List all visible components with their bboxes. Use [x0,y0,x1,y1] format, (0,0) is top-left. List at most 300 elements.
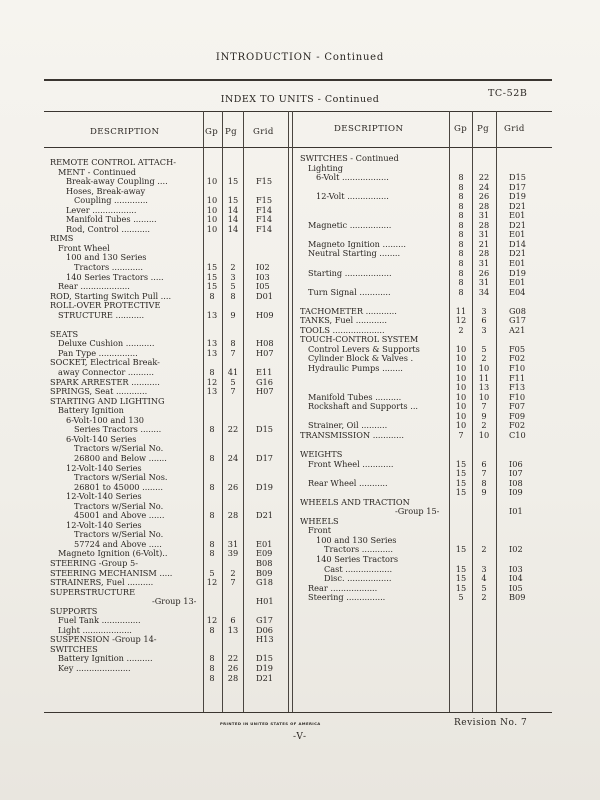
index-group: 8 [458,286,464,297]
index-description: Tractors w/Serial No. [74,529,164,540]
index-page: 21 [478,238,490,249]
index-description: 6-Volt-100 and 130 [66,414,144,425]
col-header-pg-right: Pg [477,124,490,134]
index-group: 12 [206,577,218,588]
col-header-pg-left: Pg [225,127,238,137]
index-description: MENT - Continued [58,166,136,177]
index-description: TOOLS .................... [300,324,385,335]
left-index-column [50,158,290,683]
index-group: 15 [206,271,218,282]
index-group: 7 [458,429,464,440]
index-description: ROLL-OVER PROTECTIVE [50,300,161,311]
index-group: 2 [458,324,464,335]
index-group: 13 [206,347,218,358]
index-description: SUPPORTS [50,605,98,616]
index-group: 10 [455,372,467,383]
index-description: Magneto Ignition (6-Volt).. [58,548,168,559]
index-row [50,320,290,330]
index-grid: E01 [509,258,526,269]
index-description: Neutral Starting ........ [308,248,401,259]
index-group: 12 [455,315,467,326]
index-description: 26801 to 45000 ........ [74,481,163,492]
index-grid: F02 [509,420,526,431]
col-header-description-right: DESCRIPTION [334,124,404,134]
index-description: STEERING MECHANISM ..... [50,567,173,578]
index-description: STRUCTURE ........... [58,309,145,320]
index-description: 6-Volt .................. [316,172,389,183]
index-group: 8 [209,538,215,549]
index-description: 140 Series Tractors [316,553,399,564]
index-group: 11 [455,305,467,316]
index-grid: D21 [509,248,526,259]
index-description: STARTING AND LIGHTING [50,395,165,406]
index-grid: F09 [509,410,526,421]
index-page: 31 [478,210,490,221]
index-page: 28 [227,510,239,521]
index-page: 22 [227,424,239,435]
index-description: Rod, Control ........... [66,223,150,234]
index-group: 15 [455,487,467,498]
index-title: INDEX TO UNITS - Continued [220,94,380,105]
index-description: Manifold Tubes ......... [66,214,157,225]
index-description: Magneto Ignition ......... [308,238,406,249]
index-page: 5 [481,582,487,593]
index-group: 13 [206,309,218,320]
index-description: TRANSMISSION ............ [300,429,404,440]
index-page: 26 [227,662,239,673]
index-page: 14 [227,223,239,234]
index-description: Tractors ............ [74,262,144,273]
index-page: 10 [478,363,490,374]
index-page: 8 [230,338,236,349]
col-header-description-left: DESCRIPTION [90,127,160,137]
document-code: TC-52B [488,88,528,99]
index-description: SPRINGS, Seat ............ [50,386,148,397]
col-header-gp-right: Gp [454,124,468,134]
index-page: 3 [230,271,236,282]
index-group: 8 [458,258,464,269]
index-description: 6-Volt-140 Series [66,433,137,444]
index-description: 140 Series Tractors ..... [66,271,164,282]
index-group: 8 [209,672,215,683]
index-group: 8 [458,229,464,240]
index-grid: H09 [256,309,274,320]
index-group: 10 [206,176,218,187]
index-grid: I02 [256,262,270,273]
index-grid: I08 [509,477,523,488]
index-page: 31 [478,277,490,288]
index-description: TACHOMETER ............ [300,305,397,316]
index-description: WHEELS AND TRACTION [300,496,410,507]
index-description: Steering ............... [308,592,386,603]
index-description: Fuel Tank ............... [58,615,141,626]
index-group: 8 [458,172,464,183]
index-grid: F11 [509,372,526,383]
index-grid: I03 [256,271,270,282]
index-grid: F13 [509,382,526,393]
index-description: Light ................... [58,624,132,635]
index-group: 10 [455,410,467,421]
index-page: 2 [481,420,487,431]
index-page: 28 [478,248,490,259]
table-top-rule [44,79,552,81]
index-group: 8 [209,510,215,521]
index-page: 24 [478,181,490,192]
index-description: Rockshaft and Supports ... [308,401,419,412]
index-page: 31 [478,258,490,269]
index-grid: E01 [256,538,273,549]
col-divider [292,111,293,712]
page-number: -V- [292,732,308,742]
index-group: 10 [455,391,467,402]
index-page: 10 [478,391,490,402]
index-grid: I07 [509,468,523,479]
index-description: SEATS [50,328,79,339]
index-description: Control Levers & Supports [308,343,420,354]
index-row [50,674,290,684]
index-group: 13 [206,338,218,349]
index-group: 15 [206,281,218,292]
index-grid: F07 [509,401,526,412]
index-group: 8 [209,424,215,435]
index-group: 8 [458,210,464,221]
index-grid: H01 [256,596,274,607]
index-grid: D19 [509,191,526,202]
index-grid: D14 [509,238,526,249]
index-page: 11 [478,372,490,383]
index-description: Tractors ............ [324,544,394,555]
index-description: Coupling ............. [74,195,148,206]
index-group: 10 [206,223,218,234]
page-title: INTRODUCTION - Continued [215,52,385,63]
index-group: 12 [206,376,218,387]
index-description: Tractors w/Serial Nos. [74,472,168,483]
index-page: 7 [481,401,487,412]
index-description: TOUCH-CONTROL SYSTEM [300,334,419,345]
index-grid: B09 [509,592,526,603]
index-group: 8 [209,290,215,301]
index-description: Front Wheel ............ [308,458,394,469]
index-page: 26 [227,481,239,492]
index-description: 26800 and Below ....... [74,452,167,463]
index-page: 14 [227,214,239,225]
index-grid: D15 [256,653,273,664]
index-group: 12 [206,615,218,626]
index-group: 15 [455,573,467,584]
index-page: 13 [478,382,490,393]
index-grid: I09 [509,487,523,498]
index-description: Strainer, Oil .......... [308,420,388,431]
index-description: Lighting [308,162,343,173]
index-grid: D21 [509,200,526,211]
index-grid: H07 [256,347,274,358]
index-page: 15 [227,195,239,206]
index-page: 7 [230,386,236,397]
index-row [50,225,290,235]
index-description: TANKS, Fuel ............ [300,315,387,326]
index-description: Tractors w/Serial No. [74,500,164,511]
index-grid: I05 [509,582,523,593]
index-grid: A21 [509,324,526,335]
index-description: Deluxe Cushion ........... [58,338,155,349]
index-group: 8 [209,548,215,559]
index-group: 15 [455,468,467,479]
index-description: Tractors w/Serial No. [74,443,164,454]
index-group: 10 [455,353,467,364]
index-grid: I01 [509,506,523,517]
index-grid: E01 [509,210,526,221]
index-group: 8 [458,238,464,249]
index-grid: F15 [256,176,273,187]
index-grid: C10 [509,429,526,440]
index-description: 12-Volt-140 Series [66,462,142,473]
index-page: 2 [481,592,487,603]
index-group: 15 [455,563,467,574]
col-header-grid-right: Grid [504,124,525,134]
index-grid: F14 [256,223,273,234]
index-description: Series Tractors ........ [74,424,162,435]
index-page: 26 [478,267,490,278]
table-bottom-rule [44,712,552,713]
index-group: 15 [455,582,467,593]
index-grid: F10 [509,391,526,402]
index-grid: D19 [256,481,273,492]
index-description: STRAINERS, Fuel .......... [50,577,154,588]
index-page: 7 [481,468,487,479]
index-description: Turn Signal ............ [308,286,391,297]
index-description: Key ..................... [58,662,131,673]
index-group: 5 [458,592,464,603]
index-grid: F14 [256,204,273,215]
index-group: 8 [458,181,464,192]
index-description: ROD, Starting Switch Pull .... [50,290,172,301]
index-description: Lever ................. [66,204,137,215]
index-grid: E01 [509,229,526,240]
index-grid: I06 [509,458,523,469]
index-group: 8 [458,277,464,288]
index-page: 28 [478,200,490,211]
index-grid: I04 [509,573,523,584]
index-grid: I03 [509,563,523,574]
index-group: 5 [209,567,215,578]
printed-in-usa-note: PRINTED IN UNITED STATES OF AMERICA [220,721,321,726]
index-page: 5 [230,281,236,292]
index-description: 100 and 130 Series [316,534,397,545]
index-page: 31 [478,229,490,240]
index-grid: E11 [256,367,273,378]
col-header-gp-left: Gp [205,127,219,137]
index-page: 5 [230,376,236,387]
index-group: 15 [455,477,467,488]
index-grid: D19 [509,267,526,278]
index-description: Battery Ignition [58,405,124,416]
index-grid: F10 [509,363,526,374]
index-description: Rear Wheel ........... [308,477,388,488]
index-grid: E01 [509,277,526,288]
index-page: 6 [481,458,487,469]
index-grid: B09 [256,567,273,578]
index-description: Cylinder Block & Valves . [308,353,414,364]
index-grid: D01 [256,290,273,301]
index-page: 2 [481,353,487,364]
index-page: 9 [481,410,487,421]
index-description: WHEELS [300,515,339,526]
index-grid: D17 [256,452,273,463]
index-grid: E09 [256,548,273,559]
index-page: 6 [481,315,487,326]
index-description: RIMS [50,233,74,244]
index-description: Battery Ignition .......... [58,653,153,664]
index-description: 12-Volt-140 Series [66,519,142,530]
table-header-top-rule [44,111,552,112]
index-page: 5 [481,343,487,354]
index-description: REMOTE CONTROL ATTACH- [50,157,176,167]
index-group: 10 [455,420,467,431]
index-grid: F05 [509,343,526,354]
index-grid: F15 [256,195,273,206]
index-description: STEERING -Group 5- [50,557,138,568]
index-group: 10 [455,401,467,412]
index-description: Front [308,525,332,536]
index-description: SWITCHES [50,643,98,654]
index-page: 2 [481,544,487,555]
index-group: 10 [206,195,218,206]
index-grid: G17 [256,615,273,626]
index-grid: I05 [256,281,270,292]
index-page: 14 [227,204,239,215]
index-grid: D21 [256,510,273,521]
index-grid: H13 [256,634,274,645]
index-group: 8 [458,267,464,278]
index-page: 3 [481,324,487,335]
index-description: Hydraulic Pumps ........ [308,363,403,374]
index-description: Disc. ................. [324,573,392,584]
index-group: 10 [455,382,467,393]
index-description: Front Wheel [58,242,110,253]
index-page: 3 [481,563,487,574]
index-group: 8 [458,191,464,202]
index-page: 41 [227,367,239,378]
index-page: 7 [230,347,236,358]
index-page: 13 [227,624,239,635]
index-description: 12-Volt ................ [316,191,389,202]
index-page: 26 [478,191,490,202]
index-page: 9 [481,487,487,498]
index-page: 2 [230,567,236,578]
index-grid: F02 [509,353,526,364]
index-page: 28 [478,219,490,230]
index-grid: F14 [256,214,273,225]
index-group: 8 [209,452,215,463]
index-description: 100 and 130 Series [66,252,147,263]
col-header-grid-left: Grid [253,127,274,137]
index-description: away Connector .......... [58,367,154,378]
index-description: Hoses, Break-away [66,185,146,196]
index-page: 22 [227,653,239,664]
index-grid: D21 [509,219,526,230]
index-description: 57724 and Above ..... [74,538,162,549]
index-description: Cast .................. [324,563,393,574]
table-header-bottom-rule [44,147,552,148]
index-description: Break-away Coupling .... [66,176,168,187]
index-description: 12-Volt-140 Series [66,491,142,502]
index-grid: D21 [256,672,273,683]
index-grid: D19 [256,662,273,673]
index-grid: I02 [509,544,523,555]
index-grid: G08 [509,305,526,316]
index-grid: E04 [509,286,526,297]
index-grid: G17 [509,315,526,326]
index-row [300,593,550,603]
index-group: 8 [209,624,215,635]
index-description: SUPERSTRUCTURE [50,586,136,597]
index-description: Manifold Tubes .......... [308,391,402,402]
index-group: 10 [455,343,467,354]
index-page: 10 [478,429,490,440]
index-page: 4 [481,573,487,584]
index-group: 8 [209,481,215,492]
index-group: 8 [209,653,215,664]
index-page: 31 [227,538,239,549]
index-description: Pan Type ............... [58,347,138,358]
index-row [300,517,550,527]
index-grid: G18 [256,577,273,588]
index-description: -Group 15- [395,506,440,517]
index-page: 9 [230,309,236,320]
index-row [50,311,290,321]
index-description: SPARK ARRESTER ........... [50,376,160,387]
index-page: 2 [230,262,236,273]
index-description: WEIGHTS [300,448,343,459]
index-page: 8 [230,290,236,301]
revision-number: Revision No. 7 [454,718,528,728]
index-page: 15 [227,176,239,187]
index-page: 22 [478,172,490,183]
index-description: SOCKET, Electrical Break- [50,357,160,368]
index-grid: D17 [509,181,526,192]
index-description: Rear .................. [308,582,378,593]
index-description: SWITCHES - Continued [300,153,399,163]
index-group: 8 [209,367,215,378]
index-group: 10 [455,363,467,374]
index-grid: D06 [256,624,273,635]
index-group: 13 [206,386,218,397]
index-row [300,431,550,441]
index-row [300,288,550,298]
right-index-column [300,154,550,603]
index-group: 8 [458,219,464,230]
index-group: 8 [458,200,464,211]
index-description: SUSPENSION -Group 14- [50,634,157,645]
index-group: 15 [206,262,218,273]
index-grid: D15 [256,424,273,435]
index-group: 10 [206,214,218,225]
index-description: Magnetic ................ [308,219,392,230]
index-page: 28 [227,672,239,683]
index-description: Starting .................. [308,267,392,278]
index-description: Rear ................... [58,281,130,292]
index-page: 7 [230,577,236,588]
index-grid: H08 [256,338,274,349]
index-grid: G16 [256,376,273,387]
index-row [50,664,290,674]
index-grid: H07 [256,386,274,397]
index-page: 8 [481,477,487,488]
index-page: 6 [230,615,236,626]
index-grid: B08 [256,557,273,568]
index-page: 34 [478,286,490,297]
index-group: 8 [458,248,464,259]
